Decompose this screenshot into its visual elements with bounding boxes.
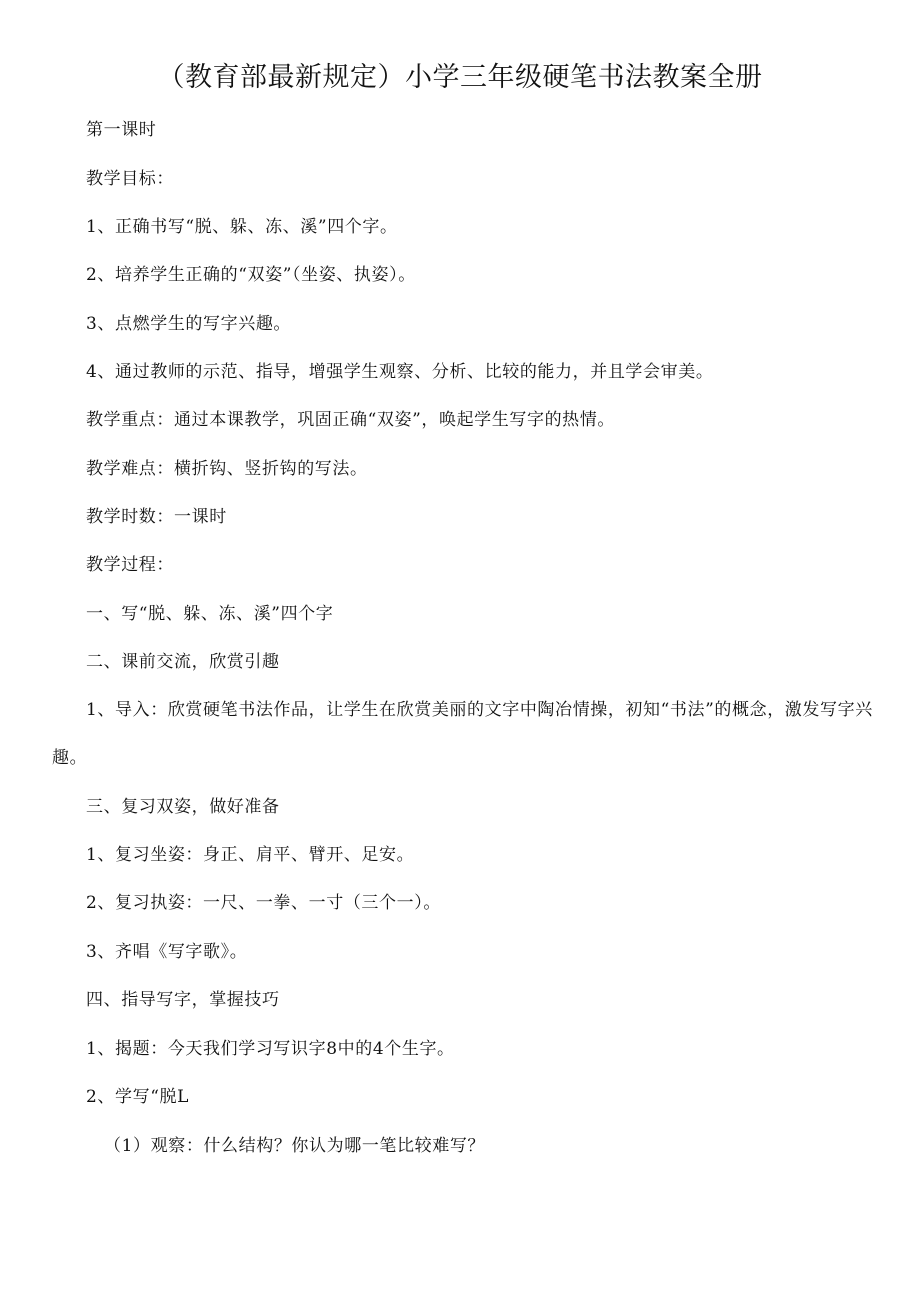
text-line: 1、正确书写“脱、躲、冻、溪”四个字。 [86, 217, 398, 237]
text-line: 教学过程： [86, 555, 174, 575]
text-line: 一、写“脱、躲、冻、溪”四个字 [86, 604, 334, 624]
text-line: 3、齐唱《写字歌》。 [86, 942, 248, 962]
text-line: 教学时数：一课时 [86, 507, 227, 527]
text-line: 教学难点：横折钩、竖折钩的写法。 [86, 459, 368, 479]
text-line: 4、通过教师的示范、指导，增强学生观察、分析、比较的能力，并且学会审美。 [86, 362, 714, 382]
text-line: 2、培养学生正确的“双姿”（坐姿、执姿）。 [86, 265, 416, 285]
text-line: （1）观察：什么结构？你认为哪一笔比较难写？ [104, 1136, 486, 1156]
document-title: （教育部最新规定）小学三年级硬笔书法教案全册 [157, 62, 763, 93]
text-line: 二、课前交流，欣赏引趣 [86, 652, 280, 672]
text-line: 教学重点：通过本课教学，巩固正确“双姿”，唤起学生写字的热情。 [86, 410, 615, 430]
text-line: 2、学写“脱L [86, 1087, 189, 1107]
text-line: 四、指导写字，掌握技巧 [86, 990, 280, 1010]
text-line: 3、点燃学生的写字兴趣。 [86, 314, 292, 334]
text-line: 第一课时 [86, 120, 157, 140]
text-paragraph: 1、导入：欣赏硬笔书法作品，让学生在欣赏美丽的文字中陶冶情操，初知“书法”的概念，激发写字兴趣。 [52, 700, 873, 768]
text-line: 1、复习坐姿：身正、肩平、臂开、足安。 [86, 845, 415, 865]
text-line: 2、复习执姿：一尺、一拳、一寸（三个一）。 [86, 893, 441, 913]
text-line: 三、复习双姿，做好准备 [86, 797, 280, 817]
text-line: 1、揭题：今天我们学习写识字8中的4个生字。 [86, 1039, 455, 1059]
text-line: 教学目标： [86, 169, 174, 189]
